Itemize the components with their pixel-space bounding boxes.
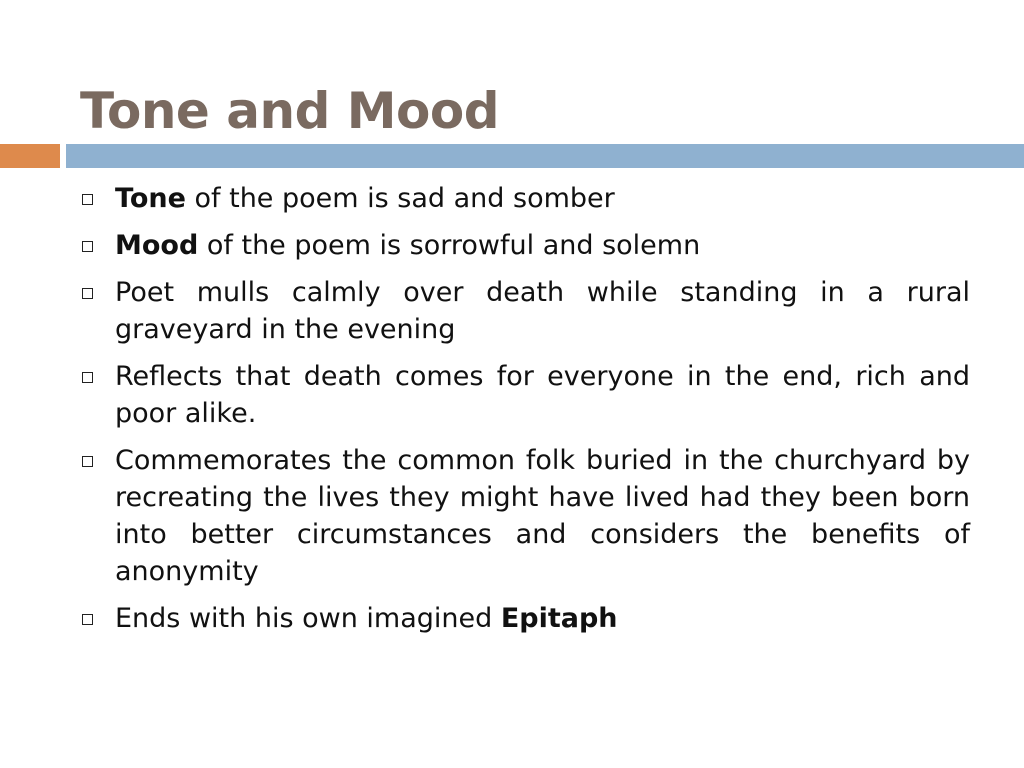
bullet-text: Poet mulls calmly over death while standing in a rural graveyard in the evening (115, 277, 970, 345)
title-accent-orange (0, 144, 60, 168)
bullet-item-tone (80, 180, 970, 217)
bullet-item-poet (80, 274, 970, 348)
slide-title: Tone and Mood (80, 81, 500, 140)
bullet-item-mood (80, 227, 970, 264)
bullet-text: of the poem is sad and somber (185, 183, 615, 214)
bullet-text: Ends with his own imagined (115, 603, 501, 634)
square-bullet-icon (82, 194, 93, 205)
square-bullet-icon (82, 288, 93, 299)
bullet-text: Reflects that death comes for everyone in the end, rich and poor alike. (115, 361, 970, 429)
square-bullet-icon (82, 614, 93, 625)
bullet-item-commemorates (80, 442, 970, 590)
square-bullet-icon (82, 456, 93, 467)
bullet-item-epitaph (80, 600, 970, 637)
square-bullet-icon (82, 241, 93, 252)
bullet-text: Commemorates the common folk buried in the churchyard by recreating the lives they might have lived had they been born into better circumstances and considers the benefits of anonymity (115, 445, 970, 587)
bullet-text: of the poem is sorrowful and solemn (198, 230, 701, 261)
bullet-emphasis: Tone (115, 183, 186, 214)
bullet-emphasis: Epitaph (500, 603, 618, 634)
bullet-item-death (80, 358, 970, 432)
bullet-emphasis: Mood (115, 230, 199, 261)
title-accent-blue (66, 144, 1024, 168)
square-bullet-icon (82, 372, 93, 383)
bullet-list (80, 180, 970, 647)
